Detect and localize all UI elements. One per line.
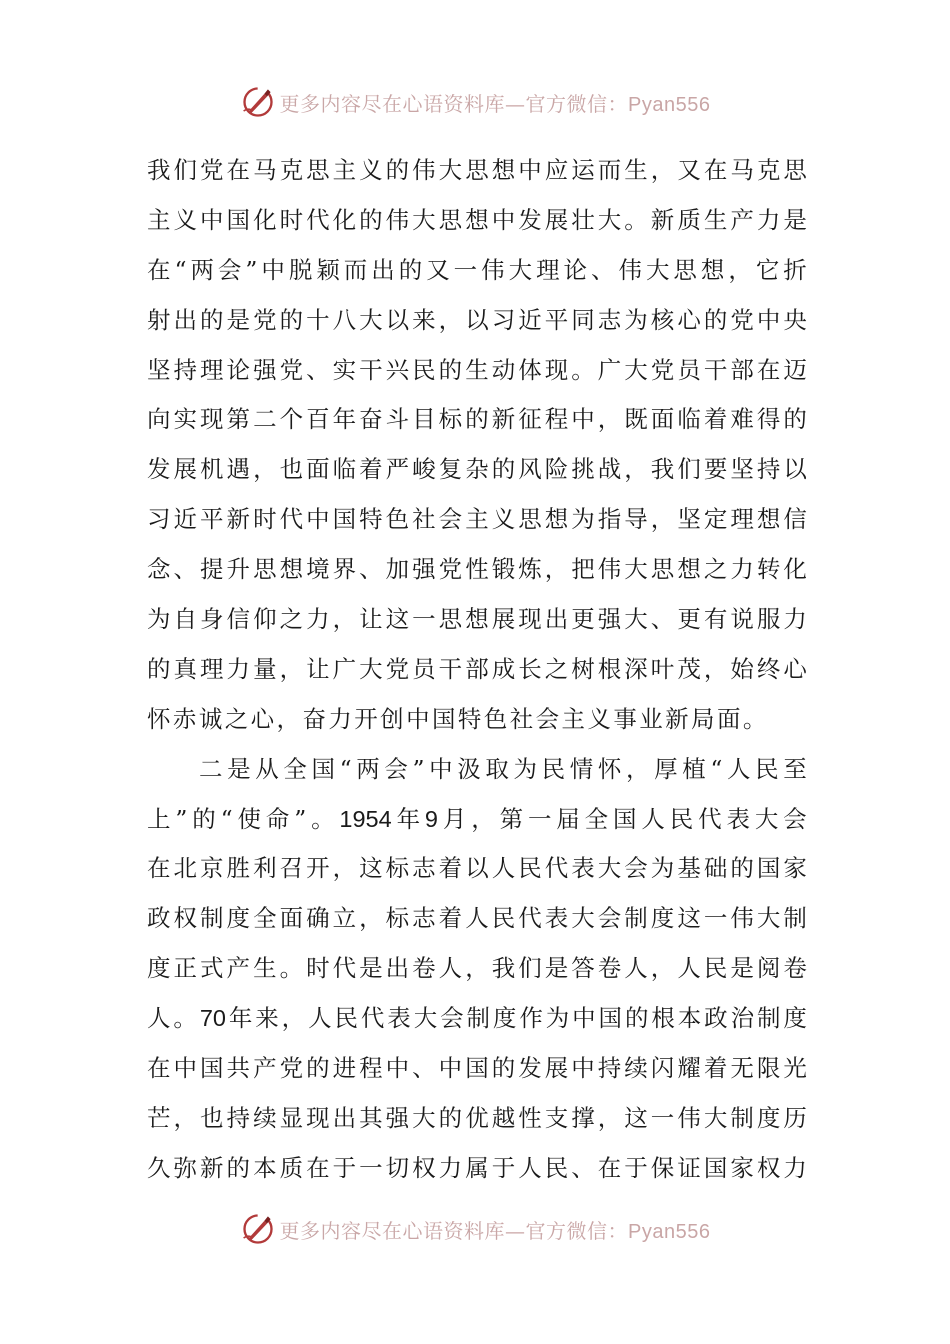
pen-circle-logo-icon (240, 84, 276, 120)
text-line: 怀 赤 诚 之 心 ， 奋 力 开 创 中 国 特 色 社 会 主 义 事 业 新 局 面 。 (147, 704, 769, 733)
text-line: 念 、 提 升 思 想 境 界 、 加 强 党 性 锻 炼 ， 把 伟 大 思 想 之 力 转 化 (147, 555, 807, 584)
text-line: 在 中 国 共 产 党 的 进 程 中 、 中 国 的 发 展 中 持 续 闪 耀 着 无 限 光 (147, 1054, 807, 1083)
footer-banner (0, 1209, 950, 1249)
text-line: 习 近 平 新 时 代 中 国 特 色 社 会 主 义 思 想 为 指 导 ， 坚 定 理 想 信 (147, 505, 807, 534)
footer-banner-inner (240, 1211, 711, 1247)
text-line: 二 是 从 全 国 “ 两 会 ” 中 汲 取 为 民 情 怀 ， 厚 植 “ 人 民 至 (199, 754, 807, 783)
text-line: 主 义 中 国 化 时 代 化 的 伟 大 思 想 中 发 展 壮 大 。 新 质 生 产 力 是 (147, 205, 807, 234)
text-line: 久 弥 新 的 本 质 在 于 一 切 权 力 属 于 人 民 、 在 于 保 证 国 家 权 力 (147, 1153, 807, 1182)
header-banner-text (280, 88, 711, 117)
text-line: 度 正 式 产 生 。 时 代 是 出 卷 人 ， 我 们 是 答 卷 人 ， 人 民 是 阅 卷 (147, 954, 807, 983)
pen-circle-logo-icon (240, 1211, 276, 1247)
text-line: 上 ” 的 “ 使 命 ” 。 1954 年 9 月 ， 第 一 届 全 国 人 民 代 表 大 会 (147, 804, 807, 833)
paragraph (147, 146, 807, 745)
text-line: 向 实 现 第 二 个 百 年 奋 斗 目 标 的 新 征 程 中 ， 既 面 临 着 难 得 的 (147, 405, 807, 434)
footer-banner-text (280, 1215, 711, 1244)
text-line: 人 。 70 年 来 ， 人 民 代 表 大 会 制 度 作 为 中 国 的 根 本 政 治 制 度 (147, 1004, 807, 1033)
text-line: 政 权 制 度 全 面 确 立 ， 标 志 着 人 民 代 表 大 会 制 度 这 一 伟 大 制 (147, 904, 807, 933)
text-line: 在 北 京 胜 利 召 开 ， 这 标 志 着 以 人 民 代 表 大 会 为 基 础 的 国 家 (147, 854, 807, 883)
header-banner (0, 82, 950, 122)
text-line: 我 们 党 在 马 克 思 主 义 的 伟 大 思 想 中 应 运 而 生 ， 又 在 马 克 思 (147, 156, 807, 184)
paragraph (147, 745, 807, 1194)
text-line: 芒 ， 也 持 续 显 现 出 其 强 大 的 优 越 性 支 撑 ， 这 一 伟 大 制 度 历 (147, 1103, 807, 1132)
text-line: 发 展 机 遇 ， 也 面 临 着 严 峻 复 杂 的 风 险 挑 战 ， 我 们 要 坚 持 以 (147, 455, 807, 484)
header-wechat-id: Pyan556 (628, 93, 711, 116)
text-line: 为 自 身 信 仰 之 力 ， 让 这 一 思 想 展 现 出 更 强 大 、 更 有 说 服 力 (147, 605, 807, 634)
text-line: 在 “ 两 会 ” 中 脱 颖 而 出 的 又 一 伟 大 理 论 、 伟 大 思 想 ， 它 折 (147, 255, 807, 284)
footer-banner-label: 更多内容尽在心语资料库—官方微信： (279, 1218, 629, 1243)
header-banner-inner (240, 84, 711, 120)
text-line: 射 出 的 是 党 的 十 八 大 以 来 ， 以 习 近 平 同 志 为 核 心 的 党 中 央 (147, 305, 807, 334)
document-body (147, 146, 807, 1194)
footer-wechat-id: Pyan556 (628, 1220, 711, 1243)
text-line: 坚 持 理 论 强 党 、 实 干 兴 民 的 生 动 体 现 。 广 大 党 员 干 部 在 迈 (147, 355, 807, 384)
header-banner-label: 更多内容尽在心语资料库—官方微信： (279, 91, 629, 116)
text-line: 的 真 理 力 量 ， 让 广 大 党 员 干 部 成 长 之 树 根 深 叶 茂 ， 始 终 心 (147, 654, 807, 683)
